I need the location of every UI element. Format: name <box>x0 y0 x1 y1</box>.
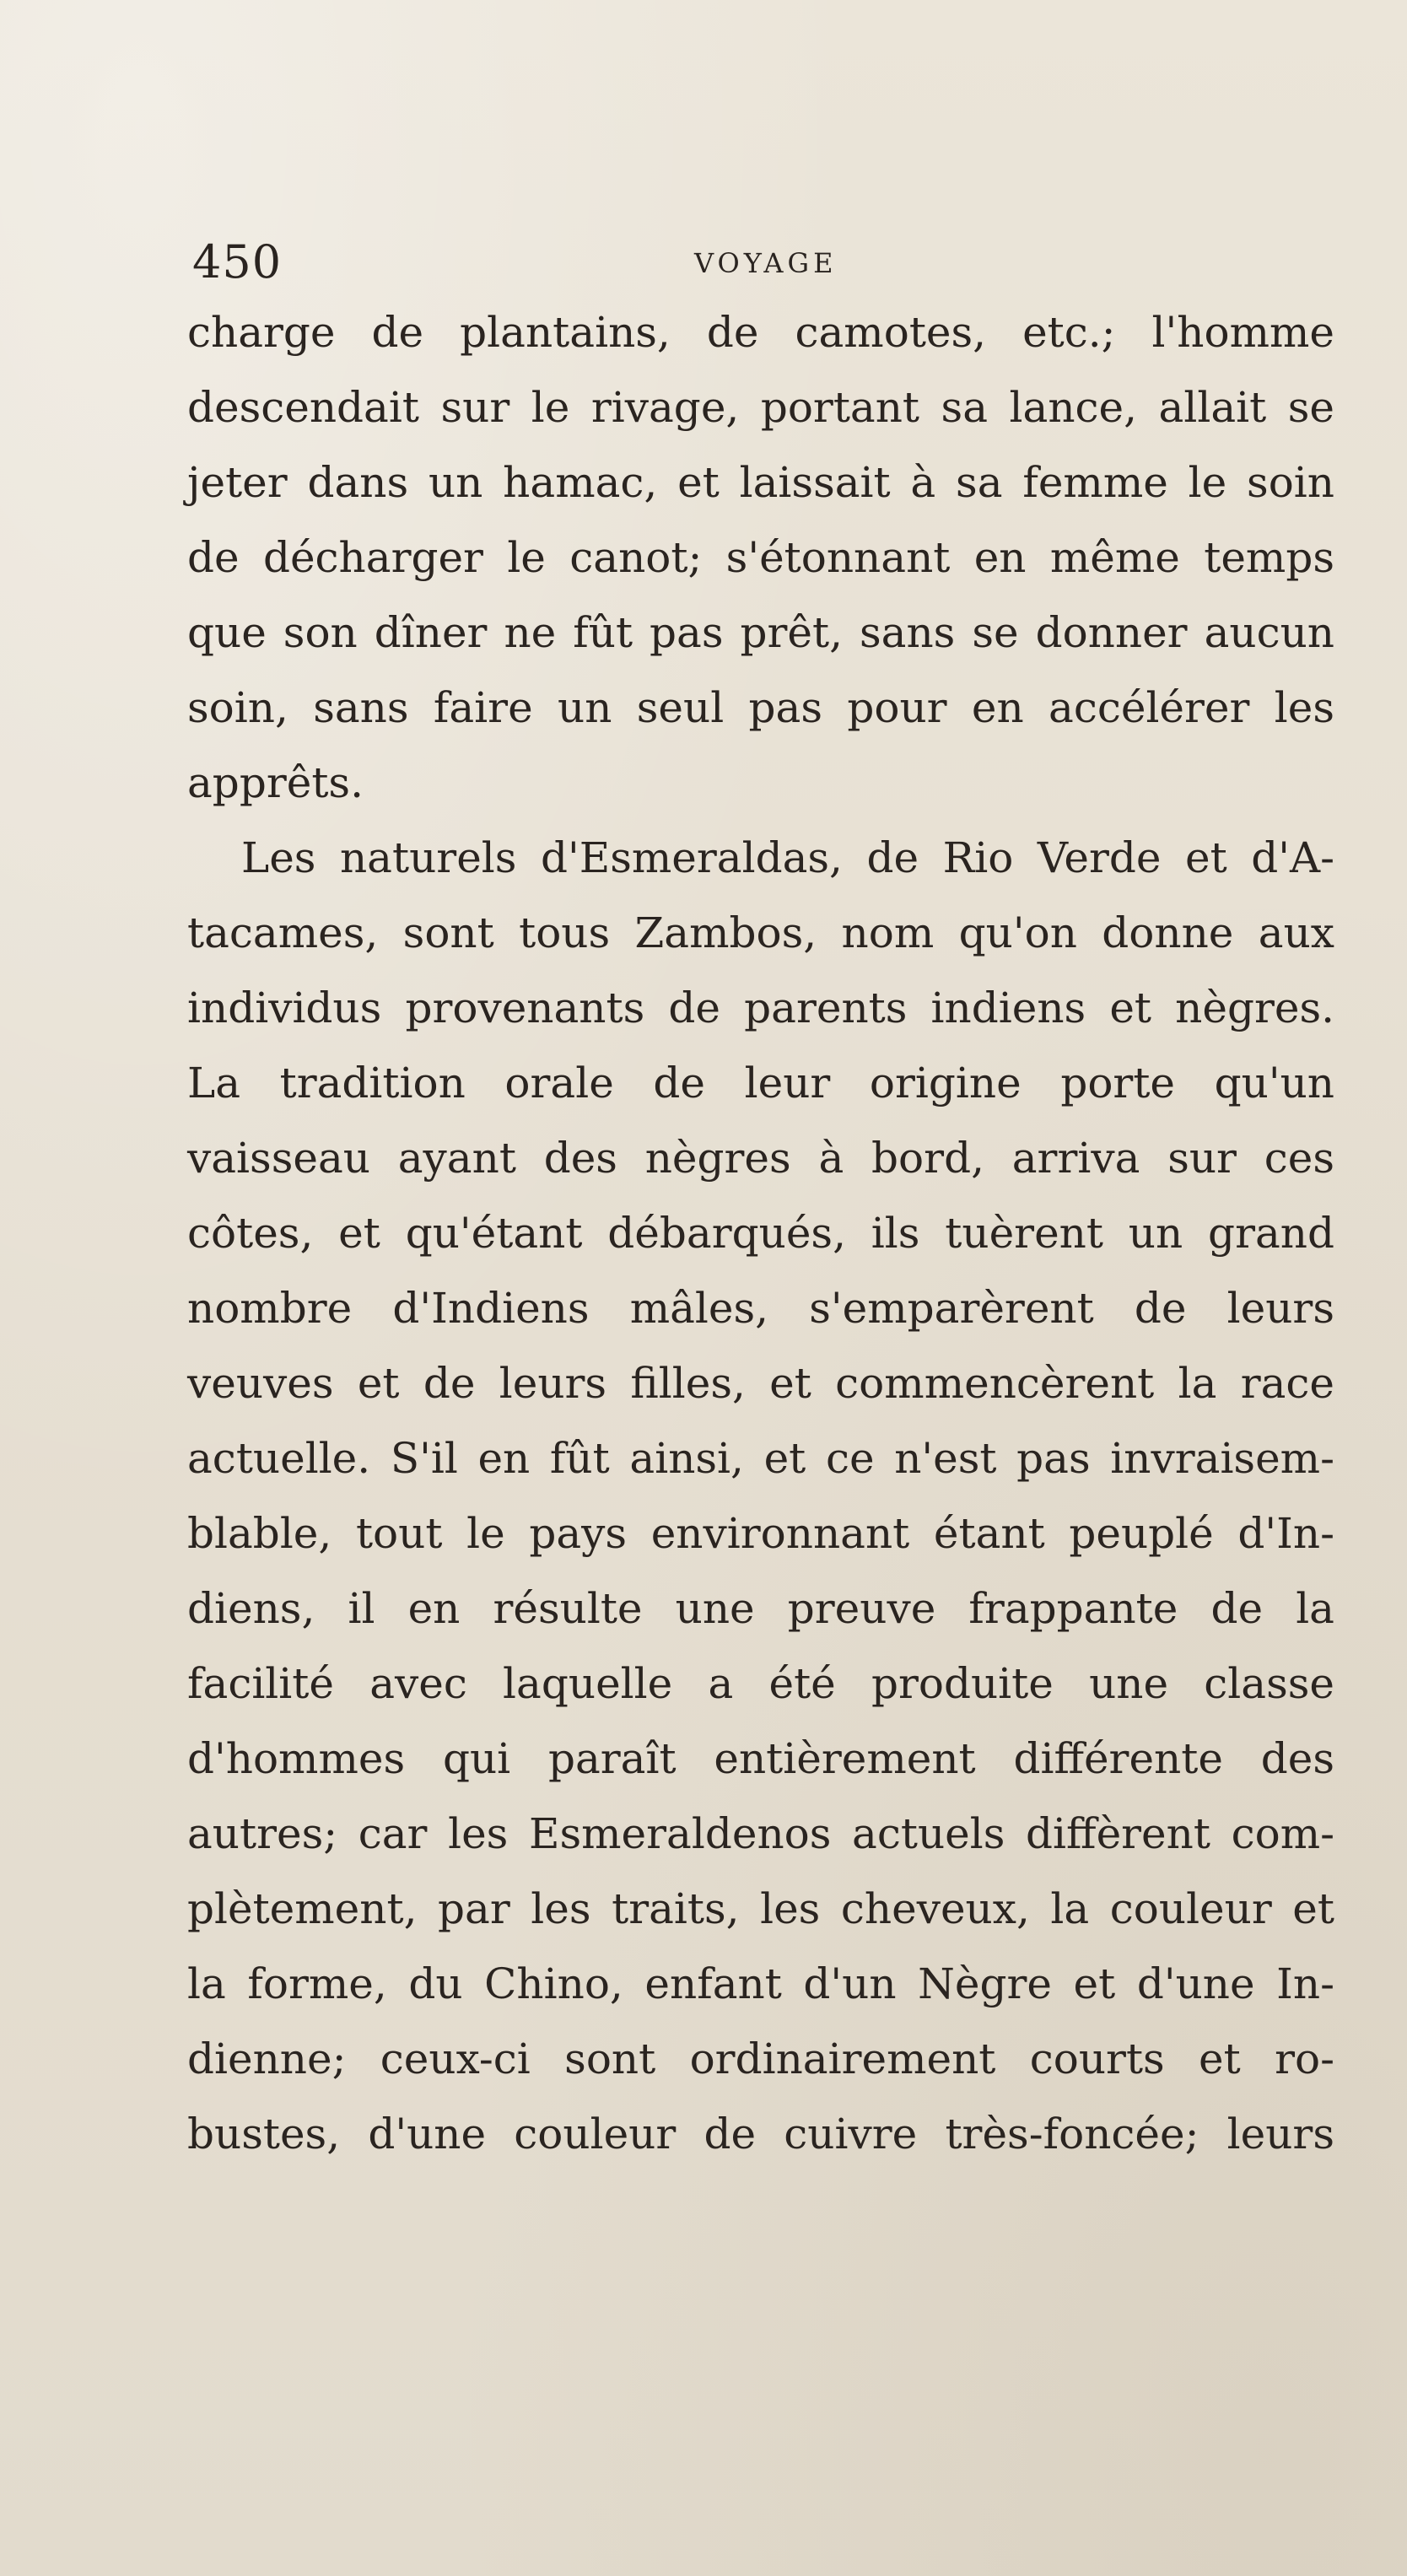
text-line: charge de plantains, de camotes, etc.; l'homme <box>187 308 1334 357</box>
text-line: que son dîner ne fût pas prêt, sans se donner aucun <box>187 608 1334 657</box>
page-header <box>192 233 1255 292</box>
text-line: côtes, et qu'étant débarqués, ils tuèrent un grand <box>187 1209 1334 1258</box>
text-line: d'hommes qui paraît entièrement différente des <box>187 1734 1334 1783</box>
text-line: de décharger le canot; s'étonnant en même temps <box>187 533 1334 582</box>
text-line: apprêts. <box>187 758 364 807</box>
text-line: plètement, par les traits, les cheveux, la couleur et <box>187 1884 1334 1933</box>
text-line: tacames, sont tous Zambos, nom qu'on donne aux <box>187 908 1334 957</box>
page-number: 450 <box>192 235 283 288</box>
text-line: descendait sur le rivage, portant sa lance, allait se <box>187 383 1334 432</box>
text-line: individus provenants de parents indiens et nègres. <box>187 984 1334 1032</box>
text-line: autres; car les Esmeraldenos actuels diffèrent com- <box>187 1809 1334 1858</box>
running-title: VOYAGE <box>694 247 838 279</box>
text-line: la forme, du Chino, enfant d'un Nègre et d'une In- <box>187 1959 1334 2008</box>
text-line: Les naturels d'Esmeraldas, de Rio Verde et d'A- <box>241 833 1334 882</box>
text-line: soin, sans faire un seul pas pour en accélérer les <box>187 683 1334 732</box>
text-line: facilité avec laquelle a été produite une classe <box>187 1659 1334 1708</box>
body-text <box>187 295 1334 2172</box>
text-line: La tradition orale de leur origine porte qu'un <box>187 1059 1334 1107</box>
text-line: actuelle. S'il en fût ainsi, et ce n'est pas invraisem- <box>187 1434 1334 1483</box>
text-line: nombre d'Indiens mâles, s'emparèrent de leurs <box>187 1284 1334 1333</box>
text-line: veuves et de leurs filles, et commencèrent la race <box>187 1359 1334 1408</box>
text-line: bustes, d'une couleur de cuivre très-foncée; leurs <box>187 2110 1334 2158</box>
text-line: blable, tout le pays environnant étant peuplé d'In- <box>187 1509 1334 1558</box>
text-line: dienne; ceux-ci sont ordinairement courts et ro- <box>187 2034 1334 2083</box>
text-line: diens, il en résulte une preuve frappante de la <box>187 1584 1334 1633</box>
text-line: vaisseau ayant des nègres à bord, arriva sur ces <box>187 1134 1334 1183</box>
text-line: jeter dans un hamac, et laissait à sa femme le soin <box>187 458 1334 507</box>
